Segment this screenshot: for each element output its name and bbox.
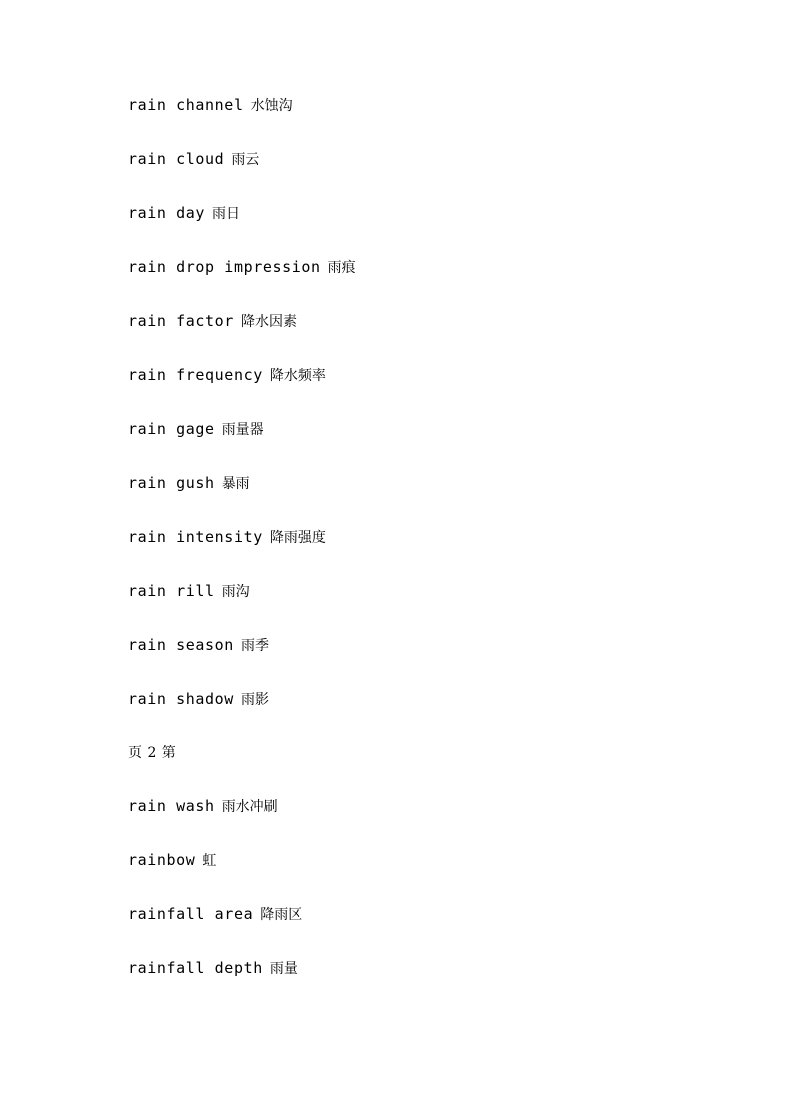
glossary-entry	[128, 368, 668, 383]
glossary-gloss: 雨痕	[327, 260, 356, 276]
glossary-term: rainfall depth	[128, 959, 263, 977]
glossary-gloss: 降雨区	[260, 907, 303, 923]
glossary-term: rain shadow	[128, 690, 234, 708]
glossary-term: rain season	[128, 636, 234, 654]
glossary-term: rainfall area	[128, 905, 254, 923]
glossary-term: rain cloud	[128, 150, 225, 168]
glossary-content	[128, 98, 668, 1015]
glossary-entry	[128, 206, 668, 221]
glossary-gloss: 雨影	[240, 692, 269, 708]
glossary-term: rain gage	[128, 420, 215, 438]
glossary-entry	[128, 799, 668, 814]
glossary-gloss: 降雨强度	[269, 530, 326, 546]
glossary-gloss: 雨量器	[221, 422, 264, 438]
glossary-entry	[128, 422, 668, 437]
glossary-gloss: 雨量	[269, 961, 298, 977]
glossary-entry	[128, 152, 668, 167]
page-marker: 页 2 第	[128, 745, 177, 761]
glossary-entry	[128, 476, 668, 491]
glossary-gloss: 降水因素	[240, 314, 297, 330]
glossary-term: rain wash	[128, 797, 215, 815]
glossary-term: rain day	[128, 204, 206, 222]
glossary-term: rain rill	[128, 582, 215, 600]
glossary-gloss: 雨日	[212, 206, 241, 222]
glossary-entry	[128, 907, 668, 922]
glossary-entry	[128, 638, 668, 653]
glossary-entry	[128, 584, 668, 599]
glossary-term: rainbow	[128, 851, 196, 869]
glossary-gloss: 雨季	[240, 638, 269, 654]
glossary-entry	[128, 98, 668, 113]
glossary-term: rain frequency	[128, 366, 263, 384]
glossary-entry	[128, 692, 668, 707]
glossary-term: rain channel	[128, 96, 244, 114]
glossary-gloss: 雨云	[231, 152, 260, 168]
glossary-term: rain drop impression	[128, 258, 321, 276]
glossary-entry	[128, 260, 668, 275]
glossary-gloss: 雨沟	[221, 584, 250, 600]
glossary-entry	[128, 530, 668, 545]
glossary-gloss: 降水频率	[269, 368, 326, 384]
glossary-gloss: 暴雨	[221, 476, 250, 492]
glossary-gloss: 雨水冲刷	[221, 799, 278, 815]
glossary-term: rain factor	[128, 312, 234, 330]
glossary-term: rain intensity	[128, 528, 263, 546]
glossary-gloss: 水蚀沟	[250, 98, 293, 114]
glossary-entry	[128, 853, 668, 868]
glossary-entry	[128, 314, 668, 329]
glossary-gloss: 虹	[202, 853, 217, 869]
glossary-term: rain gush	[128, 474, 215, 492]
glossary-entry	[128, 961, 668, 976]
